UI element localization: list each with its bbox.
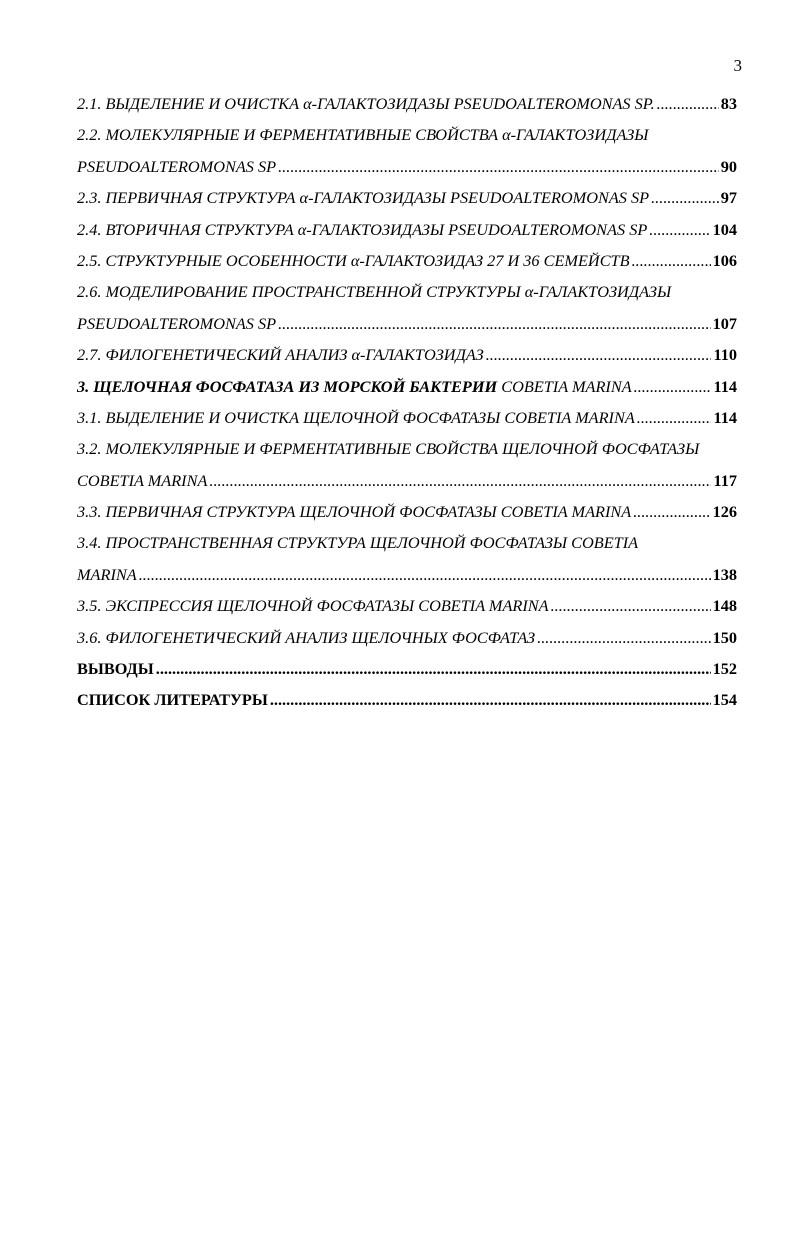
dot-leader [651,182,719,213]
toc-entry-3-6[interactable] [77,622,737,653]
toc-entry-2-5[interactable] [77,245,737,276]
toc-entry-title: 3.2. МОЛЕКУЛЯРНЫЕ И ФЕРМЕНТАТИВНЫЕ СВОЙСТВА ЩЕЛОЧНОЙ ФОСФАТАЗЫ [77,439,700,459]
toc-entry-page: 107 [712,313,737,333]
toc-entry-page: 150 [712,627,737,647]
toc-entry-title: 3.1. ВЫДЕЛЕНИЕ И ОЧИСТКА ЩЕЛОЧНОЙ ФОСФАТАЗЫ COBETIA MARINA [77,407,635,427]
toc-entry-title: 2.5. СТРУКТУРНЫЕ ОСОБЕННОСТИ α-ГАЛАКТОЗИДАЗ 27 И 36 СЕМЕЙСТВ [77,250,630,270]
toc-entry-title: 2.7. ФИЛОГЕНЕТИЧЕСКИЙ АНАЛИЗ α-ГАЛАКТОЗИДАЗ [77,345,484,365]
toc-entry-page: 83 [720,94,737,113]
table-of-contents [77,88,737,716]
dot-leader [156,653,711,684]
toc-entry-title: PSEUDOALTEROMONAS SP [77,313,277,333]
toc-entry-2-6-line1[interactable] [77,276,737,307]
dot-leader [537,622,710,653]
toc-entry-title: MARINA [77,564,137,584]
page-number: 3 [733,56,742,75]
toc-entry-title-italic: COBETIA MARINA [497,376,632,396]
toc-entry-3-3[interactable] [77,496,737,527]
toc-entry-page: 117 [713,470,737,490]
toc-entry-2-7[interactable] [77,339,737,370]
toc-entry-3-4-line1[interactable] [77,527,737,558]
dot-leader [139,559,711,590]
toc-entry-page: 110 [713,345,737,365]
toc-entry-title: PSEUDOALTEROMONAS SP [77,156,277,176]
toc-entry-page: 154 [712,690,737,710]
toc-entry-title [77,371,632,402]
toc-entry-title: 3.4. ПРОСТРАНСТВЕННАЯ СТРУКТУРА ЩЕЛОЧНОЙ ФОСФАТАЗЫ COBETIA [77,533,639,553]
dot-leader [209,465,711,496]
toc-entry-conclusions[interactable] [77,653,737,684]
dot-leader [551,590,711,621]
toc-entry-title: 2.3. ПЕРВИЧНАЯ СТРУКТУРА α-ГАЛАКТОЗИДАЗЫ PSEUDOALTEROMONAS SP [77,188,650,208]
toc-entry-title: COBETIA MARINA [77,470,208,490]
dot-leader [278,308,710,339]
dot-leader [649,214,710,245]
dot-leader [637,402,712,433]
toc-entry-page: 104 [712,219,737,239]
dot-leader [486,339,712,370]
toc-entry-title: 3.6. ФИЛОГЕНЕТИЧЕСКИЙ АНАЛИЗ ЩЕЛОЧНЫХ ФОСФАТАЗ [77,627,536,647]
toc-entry-2-1[interactable] [77,88,737,119]
toc-entry-2-2-line2[interactable] [77,151,737,182]
dot-leader [632,245,711,276]
toc-entry-3[interactable] [77,371,737,402]
toc-entry-title: 3.3. ПЕРВИЧНАЯ СТРУКТУРА ЩЕЛОЧНОЙ ФОСФАТАЗЫ COBETIA MARINA [77,502,632,522]
toc-entry-title-bold: 3. ЩЕЛОЧНАЯ ФОСФАТАЗА ИЗ МОРСКОЙ БАКТЕРИИ [77,376,498,396]
toc-entry-3-4-line2[interactable] [77,559,737,590]
dot-leader [270,684,711,715]
toc-entry-references[interactable] [77,684,737,715]
toc-entry-title: 2.2. МОЛЕКУЛЯРНЫЕ И ФЕРМЕНТАТИВНЫЕ СВОЙСТВА α-ГАЛАКТОЗИДАЗЫ [77,125,649,145]
toc-entry-2-3[interactable] [77,182,737,213]
toc-entry-3-2-line2[interactable] [77,465,737,496]
toc-entry-page: 138 [712,564,737,584]
toc-entry-3-1[interactable] [77,402,737,433]
toc-entry-title: 3.5. ЭКСПРЕССИЯ ЩЕЛОЧНОЙ ФОСФАТАЗЫ COBETIA MARINA [77,596,549,616]
toc-entry-title: СПИСОК ЛИТЕРАТУРЫ [77,690,268,710]
toc-entry-2-4[interactable] [77,214,737,245]
toc-entry-title: ВЫВОДЫ [77,659,154,679]
toc-entry-page: 148 [712,596,737,616]
toc-entry-page: 97 [720,188,737,208]
toc-entry-page: 152 [712,659,737,679]
toc-entry-page: 126 [712,502,737,522]
dot-leader [657,88,719,119]
toc-entry-title: 2.4. ВТОРИЧНАЯ СТРУКТУРА α-ГАЛАКТОЗИДАЗЫ PSEUDOALTEROMONAS SP [77,219,648,239]
dot-leader [634,371,712,402]
dot-leader [278,151,719,182]
toc-entry-title: 2.6. МОДЕЛИРОВАНИЕ ПРОСТРАНСТВЕННОЙ СТРУКТУРЫ α-ГАЛАКТОЗИДАЗЫ [77,282,672,302]
toc-entry-title: 2.1. ВЫДЕЛЕНИЕ И ОЧИСТКА α-ГАЛАКТОЗИДАЗЫ PSEUDOALTEROMONAS SP. [77,94,655,113]
toc-entry-2-2-line1[interactable] [77,119,737,150]
toc-entry-2-6-line2[interactable] [77,308,737,339]
toc-entry-page: 114 [713,407,737,427]
toc-entry-page: 114 [713,376,737,396]
toc-entry-page: 90 [720,156,737,176]
toc-entry-3-2-line1[interactable] [77,433,737,464]
toc-entry-3-5[interactable] [77,590,737,621]
dot-leader [633,496,710,527]
toc-entry-page: 106 [712,250,737,270]
